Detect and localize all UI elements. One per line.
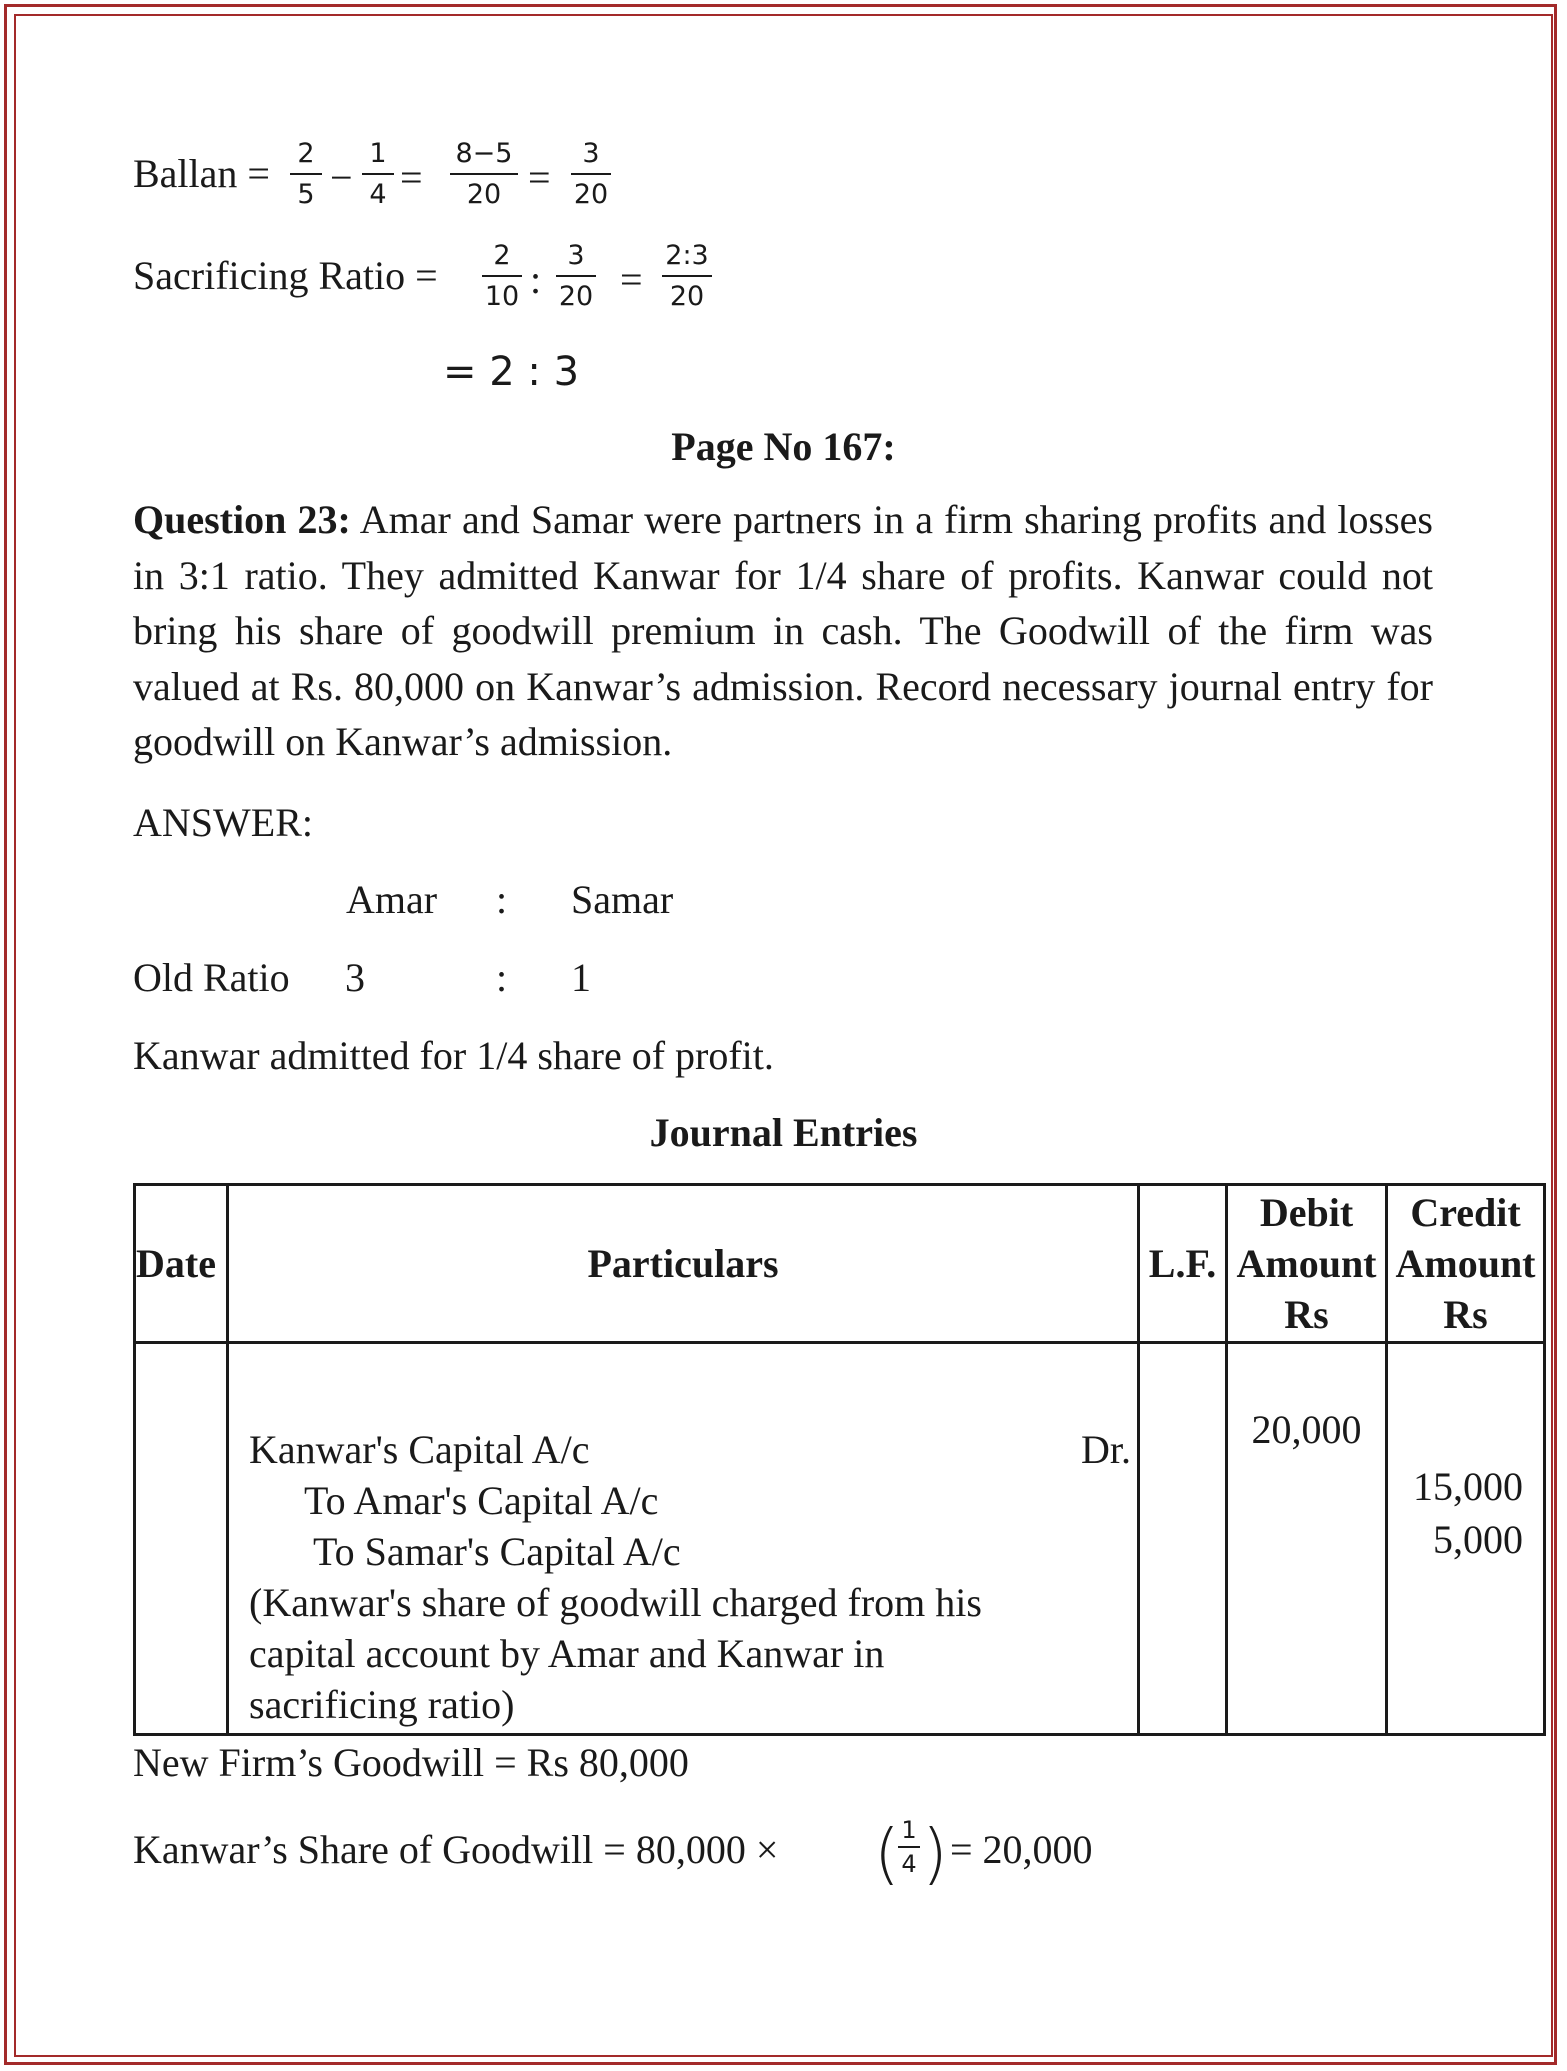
sacrificing-colon: : xyxy=(530,257,542,302)
ballan-fraction-3: 8−5 20 xyxy=(450,138,518,210)
old-ratio-colon: : xyxy=(496,955,508,1000)
entry-credit-amount-2: 5,000 xyxy=(1433,1517,1523,1562)
goodwill-fraction: 1 4 xyxy=(898,1816,920,1878)
header-lf: L.F. xyxy=(1139,1185,1227,1343)
ballan-fraction-4: 3 20 xyxy=(571,138,611,210)
sacrificing-label: Sacrificing Ratio = xyxy=(133,253,438,298)
entry-debit-line xyxy=(249,1424,1131,1475)
answer-label: ANSWER: xyxy=(133,800,313,845)
goodwill-share-label: Kanwar’s Share of Goodwill = 80,000 × xyxy=(133,1827,779,1872)
entry-particulars-cell xyxy=(228,1343,1139,1735)
entry-dr-label: Dr. xyxy=(1081,1427,1131,1472)
question-paragraph xyxy=(133,492,1433,770)
page-heading: Page No 167: xyxy=(671,424,896,469)
ballan-minus: − xyxy=(330,155,353,200)
entry-narration-1: (Kanwar's share of goodwill charged from his xyxy=(249,1580,982,1625)
entry-lf-cell xyxy=(1139,1343,1227,1735)
sacrificing-fraction-2: 3 20 xyxy=(556,240,596,312)
goodwill-paren-close: ) xyxy=(922,1815,948,1892)
entry-debit-cell xyxy=(1227,1343,1387,1735)
header-debit-amount: Debit Amount Rs xyxy=(1227,1185,1387,1343)
entry-date-cell xyxy=(135,1343,228,1735)
ballan-equals-2: = xyxy=(528,155,551,200)
ballan-fraction-1: 2 5 xyxy=(290,138,322,210)
entry-debit-amount: 20,000 xyxy=(1251,1407,1362,1452)
entry-credit-cell xyxy=(1387,1343,1545,1735)
journal-title: Journal Entries xyxy=(649,1110,918,1155)
header-particulars: Particulars xyxy=(228,1185,1139,1343)
entry-credit-amount-1: 15,000 xyxy=(1413,1464,1523,1509)
journal-table xyxy=(133,1183,1546,1736)
ratio-header-colon: : xyxy=(496,877,508,922)
sacrificing-fraction-3: 2:3 20 xyxy=(662,240,712,312)
question-text: Amar and Samar were partners in a firm sharing profits and losses in 3:1 ratio. They admitted Kanwar for 1/4 share of profits. Kanwar could not bring his share of goodwill premium in cash. The Goodwill of the firm was valued at Rs. 80,000 on Kanwar’s admission. Record necessary journal entry for goodwill on Kanwar’s admission. xyxy=(133,497,1433,764)
old-ratio-label: Old Ratio xyxy=(133,955,290,1000)
entry-credit-line-1: To Amar's Capital A/c xyxy=(304,1478,659,1523)
ballan-label: Ballan = xyxy=(133,151,270,196)
header-date: Date xyxy=(135,1185,228,1343)
ratio-header-amar: Amar xyxy=(346,877,438,922)
sacrificing-result: = 2 : 3 xyxy=(443,349,580,395)
sacrificing-fraction-1: 2 10 xyxy=(482,240,522,312)
old-ratio-samar: 1 xyxy=(571,955,591,1000)
goodwill-share-result: = 20,000 xyxy=(950,1827,1093,1872)
old-ratio-amar: 3 xyxy=(345,955,365,1000)
entry-narration-2: capital account by Amar and Kanwar in xyxy=(249,1631,885,1676)
journal-header-row xyxy=(135,1185,1545,1343)
ballan-fraction-2: 1 4 xyxy=(362,138,394,210)
entry-credit-line-2: To Samar's Capital A/c xyxy=(313,1529,681,1574)
journal-entry-row xyxy=(135,1343,1545,1735)
goodwill-paren-open: ( xyxy=(874,1815,900,1892)
ballan-equals-1: = xyxy=(400,155,423,200)
admitted-text: Kanwar admitted for 1/4 share of profit. xyxy=(133,1033,774,1078)
header-credit-amount: Credit Amount Rs xyxy=(1387,1185,1545,1343)
goodwill-line-1: New Firm’s Goodwill = Rs 80,000 xyxy=(133,1740,689,1785)
question-label: Question 23: xyxy=(133,497,351,542)
entry-debit-account: Kanwar's Capital A/c xyxy=(249,1427,590,1472)
sacrificing-equals: = xyxy=(620,257,643,302)
ratio-header-samar: Samar xyxy=(571,877,674,922)
entry-narration-3: sacrificing ratio) xyxy=(249,1682,515,1727)
